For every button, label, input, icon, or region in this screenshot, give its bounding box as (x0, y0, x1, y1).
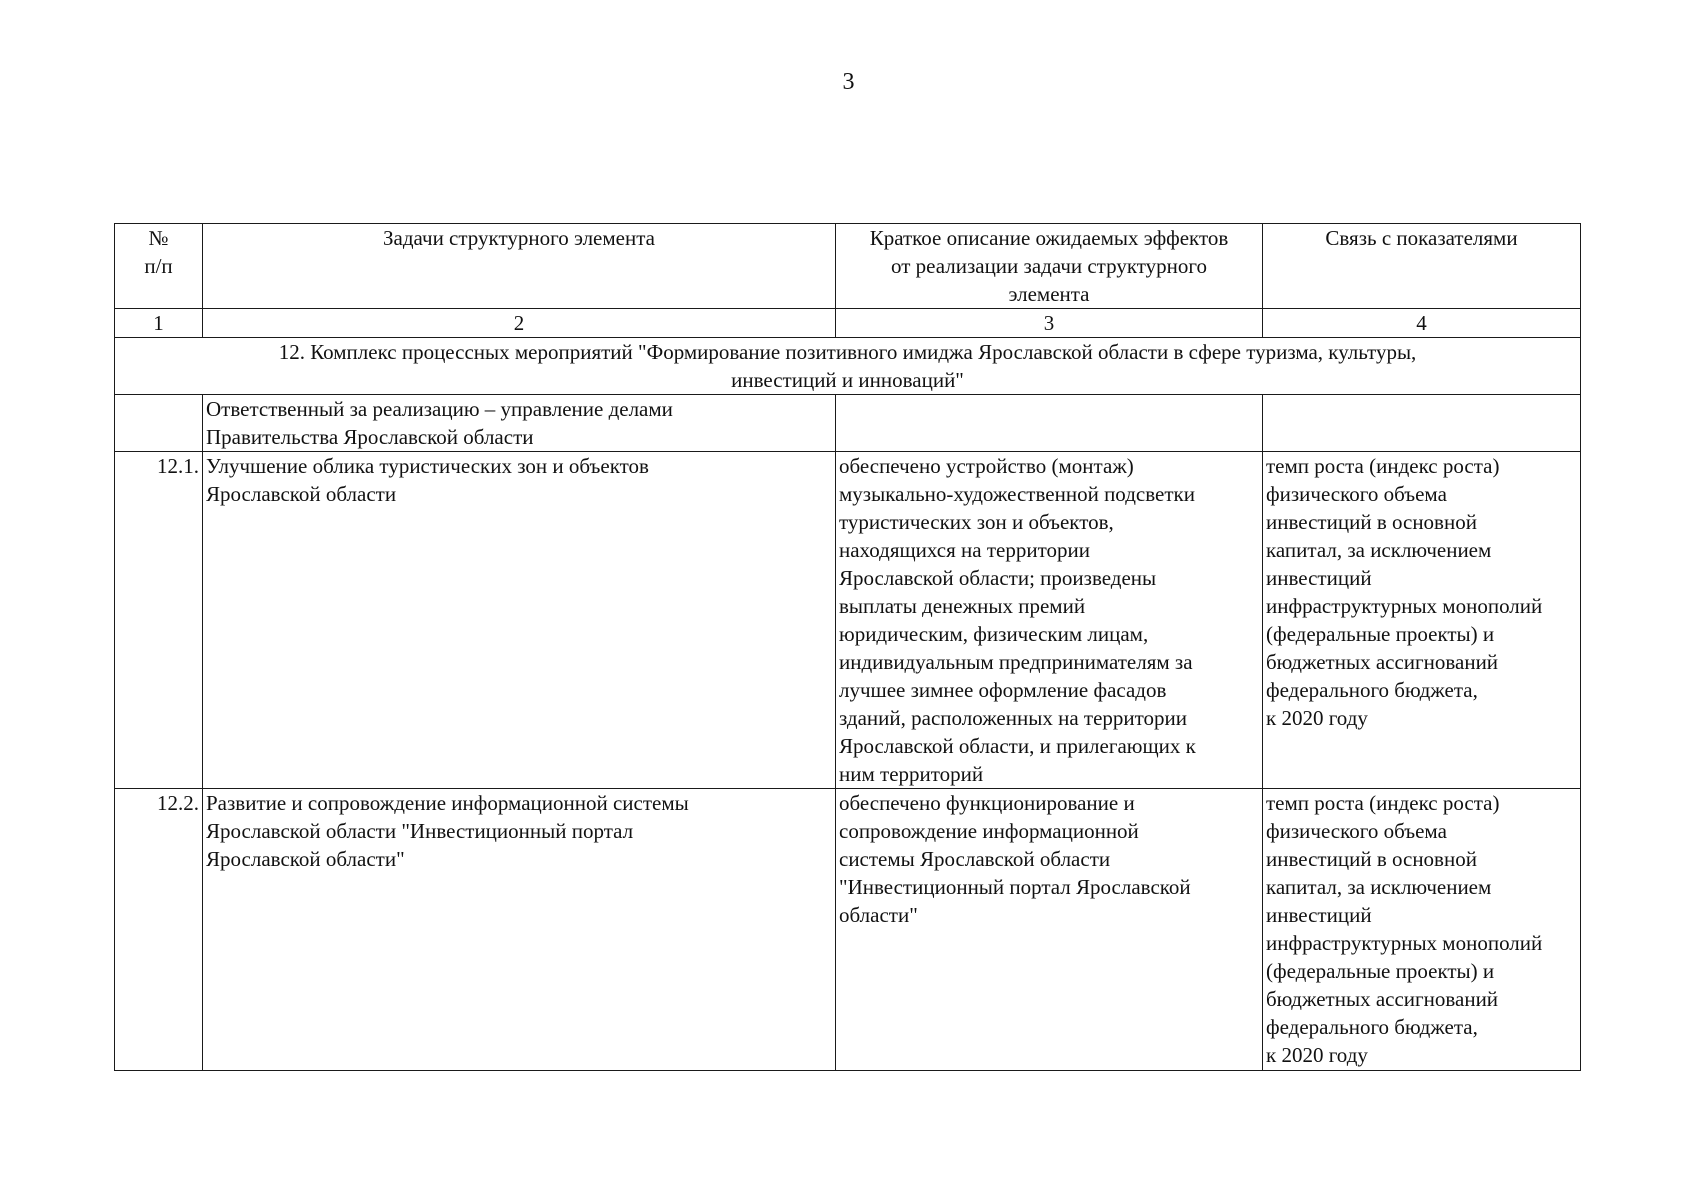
row-effect-line: Ярославской области; произведены (839, 566, 1157, 590)
section-title-line: инвестиций и инноваций" (731, 368, 964, 392)
row-effect-line: ним территорий (839, 762, 984, 786)
row-number: 12.1. (115, 452, 203, 789)
row-effect-line: лучшее зимнее оформление фасадов (839, 678, 1167, 702)
section-row (115, 338, 1581, 395)
row-effect-line: туристических зон и объектов, (839, 510, 1114, 534)
responsible-line: Ответственный за реализацию – управление делами (206, 397, 673, 421)
row-link-line: (федеральные проекты) и (1266, 622, 1495, 646)
row-link-line: федерального бюджета, (1266, 1015, 1478, 1039)
column-number-row (115, 309, 1581, 338)
row-link-line: инвестиций (1266, 903, 1372, 927)
row-task-line: Ярославской области" (206, 847, 405, 871)
row-effect-line: области" (839, 903, 918, 927)
row-effect-line: юридическим, физическим лицам, (839, 622, 1149, 646)
row-effect-line: сопровождение информационной (839, 819, 1139, 843)
row-effect-line: зданий, расположенных на территории (839, 706, 1188, 730)
row-link-line: федерального бюджета, (1266, 678, 1478, 702)
row-effect-line: находящихся на территории (839, 538, 1090, 562)
responsible-row (115, 395, 1581, 452)
row-link-line: инвестиций (1266, 566, 1372, 590)
row-task-line: Ярославской области (206, 482, 397, 506)
row-effect-line: Ярославской области, и прилегающих к (839, 734, 1196, 758)
page-number: 3 (842, 69, 855, 95)
header-num (115, 224, 203, 309)
row-task-line: Улучшение облика туристических зон и объектов (206, 454, 649, 478)
header-effects-line: от реализации задачи структурного (891, 254, 1207, 278)
row-effect-line: музыкально-художественной подсветки (839, 482, 1195, 506)
header-tasks: Задачи структурного элемента (203, 224, 836, 309)
section-title (115, 338, 1581, 395)
row-effect-line: "Инвестиционный портал Ярославской (839, 875, 1191, 899)
row-link-line: капитал, за исключением (1266, 875, 1492, 899)
header-effects-line: Краткое описание ожидаемых эффектов (869, 226, 1229, 250)
row-link-line: инвестиций в основной (1266, 510, 1477, 534)
row-link-line: инфраструктурных монополий (1266, 931, 1543, 955)
row-link-line: инфраструктурных монополий (1266, 594, 1543, 618)
responsible-line: Правительства Ярославской области (206, 425, 534, 449)
table-row (115, 452, 1581, 789)
row-link-line: бюджетных ассигнований (1266, 987, 1499, 1011)
column-number: 2 (203, 309, 836, 338)
table-row (115, 789, 1581, 1071)
row-link-line: физического объема (1266, 482, 1447, 506)
row-effect-line: обеспечено устройство (монтаж) (839, 454, 1134, 478)
header-effects-line: элемента (1008, 282, 1090, 306)
structural-elements-table (114, 223, 1581, 1071)
row-link-line: (федеральные проекты) и (1266, 959, 1495, 983)
row-link-line: темп роста (индекс роста) (1266, 454, 1500, 478)
header-link: Связь с показателями (1263, 224, 1581, 309)
row-number: 12.2. (115, 789, 203, 1071)
row-link-line: физического объема (1266, 819, 1447, 843)
row-task (203, 789, 836, 1071)
column-number: 1 (115, 309, 203, 338)
row-effect-line: выплаты денежных премий (839, 594, 1086, 618)
responsible-num-cell (115, 395, 203, 452)
row-link-line: инвестиций в основной (1266, 847, 1477, 871)
header-num-line: № (148, 226, 169, 250)
section-title-line: 12. Комплекс процессных мероприятий "Формирование позитивного имиджа Ярославской области в сфере туризма, культуры, (278, 340, 1417, 364)
row-task-line: Ярославской области "Инвестиционный портал (206, 819, 634, 843)
row-link-line: к 2020 году (1266, 706, 1368, 730)
row-link-line: темп роста (индекс роста) (1266, 791, 1500, 815)
row-link-line: к 2020 году (1266, 1043, 1368, 1067)
row-effect (836, 452, 1263, 789)
row-effect-line: индивидуальным предпринимателям за (839, 650, 1193, 674)
responsible-text (203, 395, 836, 452)
row-link-line: бюджетных ассигнований (1266, 650, 1499, 674)
row-task-line: Развитие и сопровождение информационной системы (206, 791, 689, 815)
header-num-line: п/п (144, 254, 173, 278)
header-effects (836, 224, 1263, 309)
responsible-effects-cell (836, 395, 1263, 452)
row-task (203, 452, 836, 789)
row-effect (836, 789, 1263, 1071)
row-link (1263, 452, 1581, 789)
column-number: 4 (1263, 309, 1581, 338)
responsible-link-cell (1263, 395, 1581, 452)
row-link-line: капитал, за исключением (1266, 538, 1492, 562)
header-row (115, 224, 1581, 309)
row-effect-line: обеспечено функционирование и (839, 791, 1135, 815)
column-number: 3 (836, 309, 1263, 338)
row-link (1263, 789, 1581, 1071)
row-effect-line: системы Ярославской области (839, 847, 1111, 871)
